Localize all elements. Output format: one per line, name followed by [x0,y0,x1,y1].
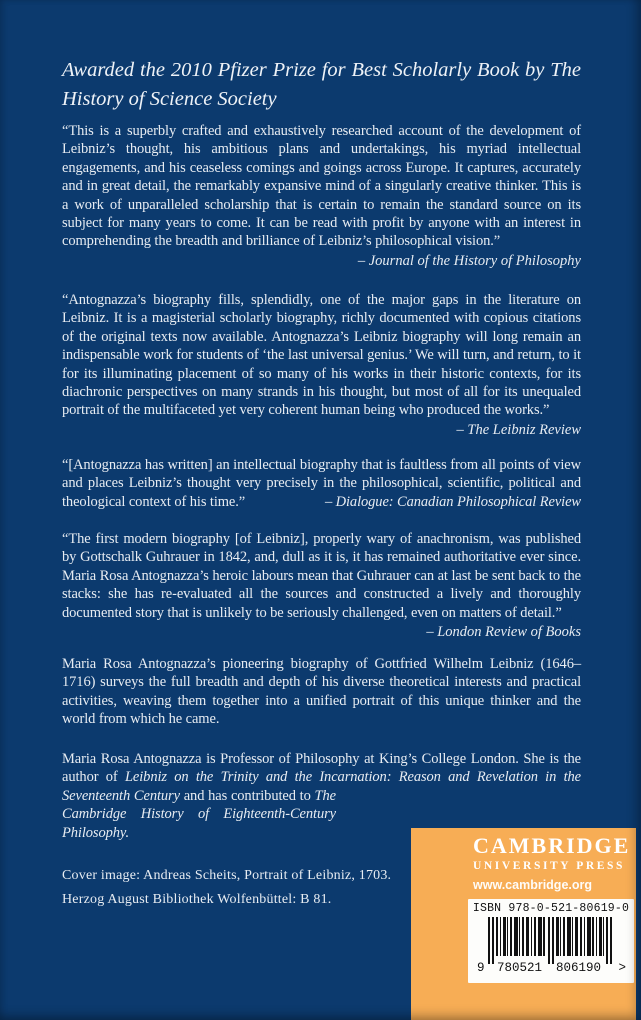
book-title-italic: The Cambridge History of Eighteenth-Century Philosophy. [62,787,336,841]
isbn-barcode [476,917,626,977]
isbn-label: ISBN 978-0-521-80619-0 [472,902,630,915]
review-attribution: – The Leibniz Review [456,421,581,438]
cover-credit: Cover image: Andreas Scheits, Portrait of Leibniz, 1703. Herzog August Bibliothek Wolfenbüttel: B 81. [62,868,392,907]
isbn-digits [476,961,626,976]
synopsis: Maria Rosa Antognazza’s pioneering biography of Gottfried Wilhelm Leibniz (1646–1716) surveys the full breadth and depth of his diverse theoretical interests and practical activities, weaving them together into a unified portrait of this unique thinker and the world from which he came. [62,656,581,728]
award-banner: Awarded the 2010 Pfizer Prize for Best Scholarly Book by The History of Science Society [62,59,581,110]
isbn-digits-right: 806190 [556,961,602,975]
review-quote-text: “[Antognazza has written] an intellectual biography that is faultless from all points of view and places Leibniz’s thought very precisely in the philosophical, scientific, political and theological context of his time.” [62,457,581,510]
review-quote: “This is a superbly crafted and exhaustively researched account of the development of Leibniz’s thought, his ambitious plans and undertakings, his myriad intellectual engagements, and his ceaseless comings and goings across Europe. It captures, accurately and in great detail, the remarkably expansive mind of a singularly creative thinker. This is a work of unparalleled scholarship that is certain to remain the standard source on its subject for many years to come. It can be read with profit by anyone with an interest in comprehending the breadth and brilliance of Leibniz’s philosophical vision.” [62,123,581,250]
publisher-website: www.cambridge.org [473,878,593,892]
review-3 [62,456,581,511]
isbn-digit-lead: 9 [477,961,485,975]
publisher-name: CAMBRIDGE [473,833,631,858]
about-author-text: Maria Rosa Antognazza is Professor of Philosophy at King’s College London. She is the author of [62,751,581,786]
review-quote: “Antognazza’s biography fills, splendidly, one of the major gaps in the literature on Leibniz. It is a magisterial scholarly biography, richly documented with copious citations of the original texts now available. Antognazza’s Leibniz biography will long remain an indispensable work for students of ‘the last universal genius.’ We will turn, and return, to it for its illuminating placement of so many of his works in their historic contexts, for its diachronic perspectives on many strands in his thought, but most of all for its unequaled portrait of the multifaceted yet very coherent human being who produced the works.” [62,292,581,419]
review-2 [62,291,581,439]
review-quote [62,456,581,511]
book-title-italic: Leibniz on the Trinity and the Incarnation: Reason and Revelation in the Seventeenth Century [62,769,581,804]
publisher-panel [411,828,636,1020]
publisher-logo [473,835,635,892]
review-4 [62,530,581,641]
review-attribution: – Dialogue: Canadian Philosophical Review [324,493,581,510]
isbn-panel [468,899,634,983]
review-attribution: – Journal of the History of Philosophy [357,252,581,269]
publisher-imprint: UNIVERSITY PRESS [473,860,626,872]
review-quote: “The first modern biography [of Leibniz], properly wary of anachronism, was published by Gottschalk Guhrauer in 1842, and, dull as it is, it has remained authoritative ever since. Maria Rosa Antognazza’s heroic labours mean that Guhrauer can at last be sent back to the stacks: she has re-evaluated all the sources and constructed a lively and thoroughly documented story that is unlikely to be seriously challenged, even on matters of detail.” [62,531,581,621]
review-attribution: – London Review of Books [426,624,581,641]
about-author-text: and has contributed to [179,787,315,804]
isbn-digits-left: 780521 [497,961,543,975]
review-1 [62,122,581,270]
barcode-arrow: > [618,961,626,975]
